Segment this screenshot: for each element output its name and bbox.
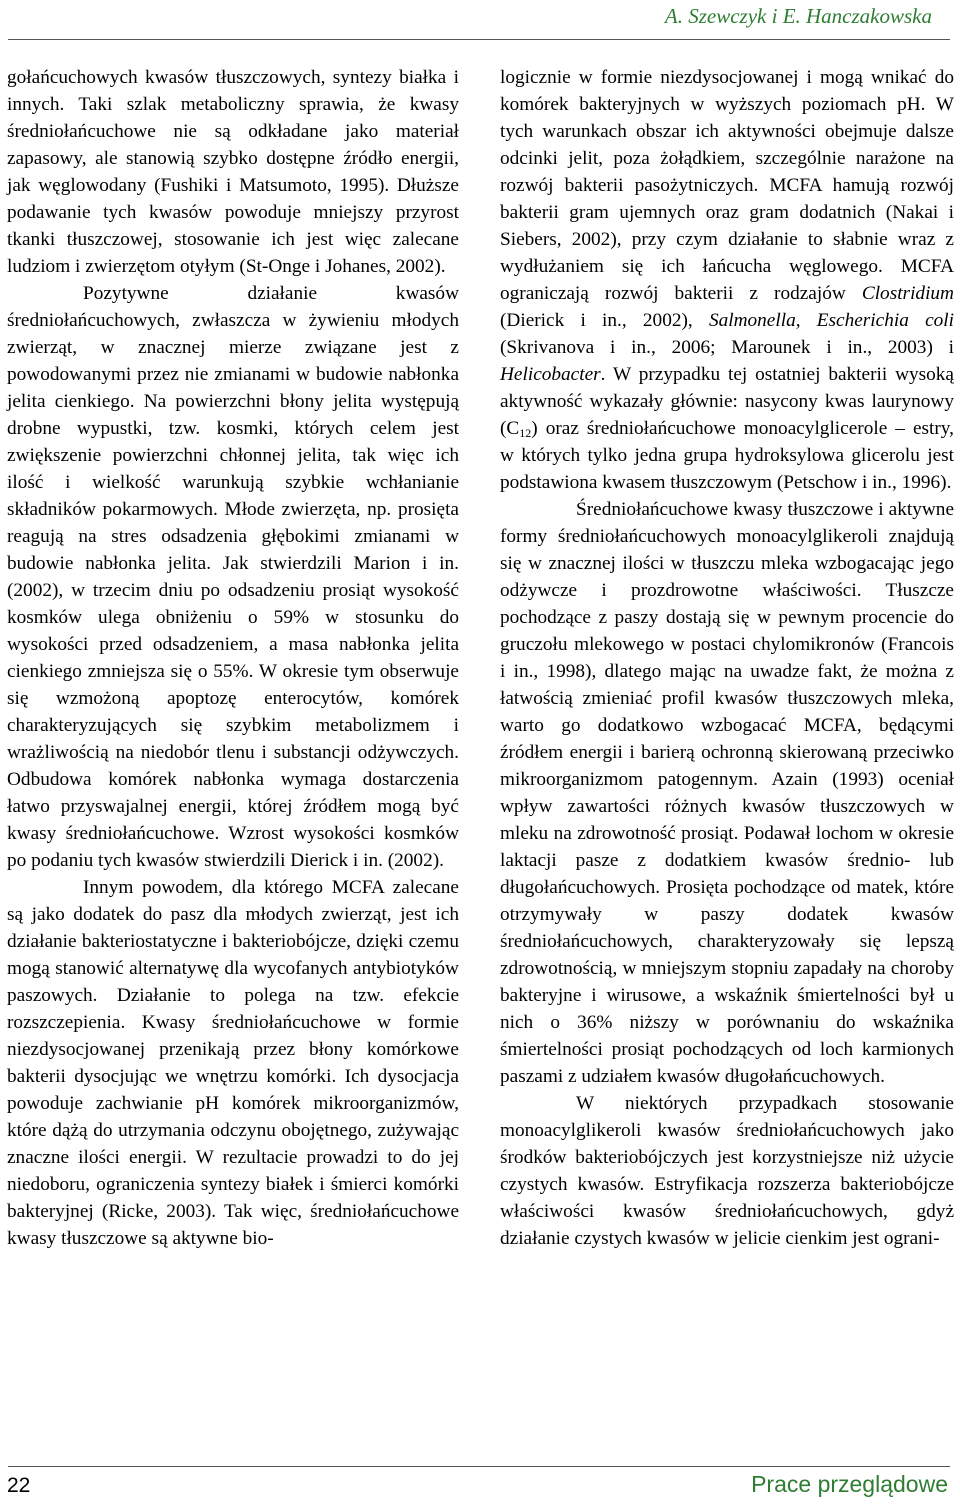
section-label: Prace przeglądowe [751,1471,948,1497]
genus-name-clostridium: Clostridium [861,283,954,304]
right-column [500,64,954,1252]
right-paragraph-2: Średniołańcuchowe kwasy tłuszczowe i aktywne formy średniołańcuchowych monoacylglikeroli znajdują się w znacznej ilości w tłuszczu mleka wzbogacając jego odżywcze i prozdrowotne właściwości. Tłuszcze pochodzące z paszy dostają się w pewnym procencie do gruczołu mlekowego w postaci chylomikronów (Francois i in., 1998), dlatego mając na uwadze fakt, że można z łatwością zmieniać profil kwasów tłuszczowych mleka, warto go dodatkowo wzbogacać MCFA, będącymi źródłem energii i barierą ochronną skierowaną przeciwko mikroorganizmom patogennym. Azain (1993) oceniał wpływ zawartości różnych kwasów tłuszczowych w mleku na zdrowotność prosiąt. Podawał lochom w okresie laktacji pasze z dodatkiem kwasów średnio- lub długołańcuchowych. Prosięta pochodzące od matek, które otrzymywały w paszy dodatek kwasów średniołańcuchowych, charakteryzowały się lepszą zdrowotnością, w mniejszym stopniu zapadały na choroby bakteryjne i wirusowe, a wskaźnik śmiertelności był u nich o 36% niższy w porównaniu do wskaźnika śmiertelności prosiąt pochodzących od loch karmionych paszami z udziałem kwasów długołańcuchowych. [500,499,954,1087]
genus-name-salmonella: Salmonella [708,310,796,331]
page-number: 22 [7,1474,31,1497]
header-divider [8,39,950,40]
subscript-12: 12 [519,426,532,440]
right-paragraph-1 [500,64,954,496]
left-paragraph-2: Pozytywne działanie kwasów średniołańcuchowych, zwłaszcza w żywieniu młodych zwierząt, w znacznej mierze związane jest z powodowanymi przez nie zmianami w budowie nabłonka jelita cienkiego. Na powierzchni błony jelita występują drobne wypustki, tzw. kosmki, których celem jest zwiększenie powierzchni chłonnej jelita, tak więc ich ilość i wielkość warunkują szybkie wchłanianie składników pokarmowych. Młode zwierzęta, np. prosięta reagują na stres odsadzenia głębokimi zmianami w budowie nabłonka jelita. Jak stwierdzili Marion i in. (2002), w trzecim dniu po odsadzeniu prosiąt wysokość kosmków ulega obniżeniu o 59% w stosunku do wysokości przed odsadzeniem, a masa nabłonka jelita cienkiego zmniejsza się o 55%. W okresie tym obserwuje się wzmożoną apoptozę enterocytów, komórek charakteryzujących się szybkim metabolizmem i wrażliwością na niedobór tlenu i substancji odżywczych. Odbudowa komórek nabłonka wymaga dostarczenia łatwo przyswajalnej energii, której źródłem mogą być kwasy średniołańcuchowe. Wzrost wysokości kosmków po podaniu tych kwasów stwierdzili Dierick i in. (2002). [7,283,459,871]
running-header: A. Szewczyk i E. Hanczakowska [664,4,932,28]
text-run: logicznie w formie niezdysocjowanej i mogą wnikać do komórek bakteryjnych w wyższych poziomach pH. W tych warunkach obszar ich aktywności obejmuje dalsze odcinki jelit, poza żołądkiem, szczególnie narażone na rozwój bakterii pasożytniczych. MCFA hamują rozwój bakterii gram ujemnych oraz gram dodatnich (Nakai i Siebers, 2002), przy czym działanie to słabnie wraz z wydłużaniem się ich łańcucha węglowego. MCFA ograniczają rozwój bakterii z rodzajów [500,67,954,304]
text-run: . W przypadku tej ostatniej bakterii wysoką aktywność wykazały głównie: nasycony kwas laurynowy (C [500,364,954,439]
species-name-escherichia-coli: Escherichia coli [816,310,954,331]
text-run: (Dierick i in., 2002), [500,310,709,331]
left-paragraph-1: gołańcuchowych kwasów tłuszczowych, syntezy białka i innych. Taki szlak metaboliczny sprawia, że kwasy średniołańcuchowe nie są odkładane jako materiał zapasowy, ale stanowią szybko dostępne źródło energii, jak węglowodany (Fushiki i Matsumoto, 1995). Dłuższe podawanie tych kwasów powoduje mniejszy przyrost tkanki tłuszczowej, stosowanie ich jest więc zalecane ludziom i zwierzętom otyłym (St-Onge i Johanes, 2002). [7,67,459,277]
left-column [7,64,459,1252]
text-run: ) oraz średniołańcuchowe monoacylglicerole – estry, w których tylko jedna grupa hydroksylowa glicerolu jest podstawiona kwasem tłuszczowym (Petschow i in., 1996). [500,418,954,493]
text-run: , [795,310,817,331]
left-paragraph-3: Innym powodem, dla którego MCFA zalecane są jako dodatek do pasz dla młodych zwierząt, jest ich działanie bakteriostatyczne i bakteriobójcze, dzięki czemu mogą stanowić alternatywę dla wycofanych antybiotyków paszowych. Działanie to polega na tzw. efekcie rozszczepienia. Kwasy średniołańcuchowe w formie niezdysocjowanej przenikają przez błony komórkowe bakterii dysocjując we wnętrzu komórki. Ich dysocjacja powoduje zachwianie pH komórek mikroorganizmów, które dążą do utrzymania odczynu obojętnego, zużywając znaczne ilości energii. W rezultacie prowadzi to do jej niedoboru, ograniczenia syntezy białek i śmierci komórki bakteryjnej (Ricke, 2003). Tak więc, średniołańcuchowe kwasy tłuszczowe są aktywne bio- [7,877,459,1249]
genus-name-helicobacter: Helicobacter [500,364,601,385]
text-run: (Skrivanova i in., 2006; Marounek i in., 2003) i [500,337,954,358]
right-paragraph-3: W niektórych przypadkach stosowanie monoacylglikeroli kwasów średniołańcuchowych jako środków bakteriobójczych jest korzystniejsze niż użycie czystych kwasów. Estryfikacja rozszerza bakteriobójcze właściwości kwasów średniołańcuchowych, gdyż działanie czystych kwasów w jelicie cienkim jest ograni- [500,1093,954,1249]
footer-divider [8,1466,950,1467]
